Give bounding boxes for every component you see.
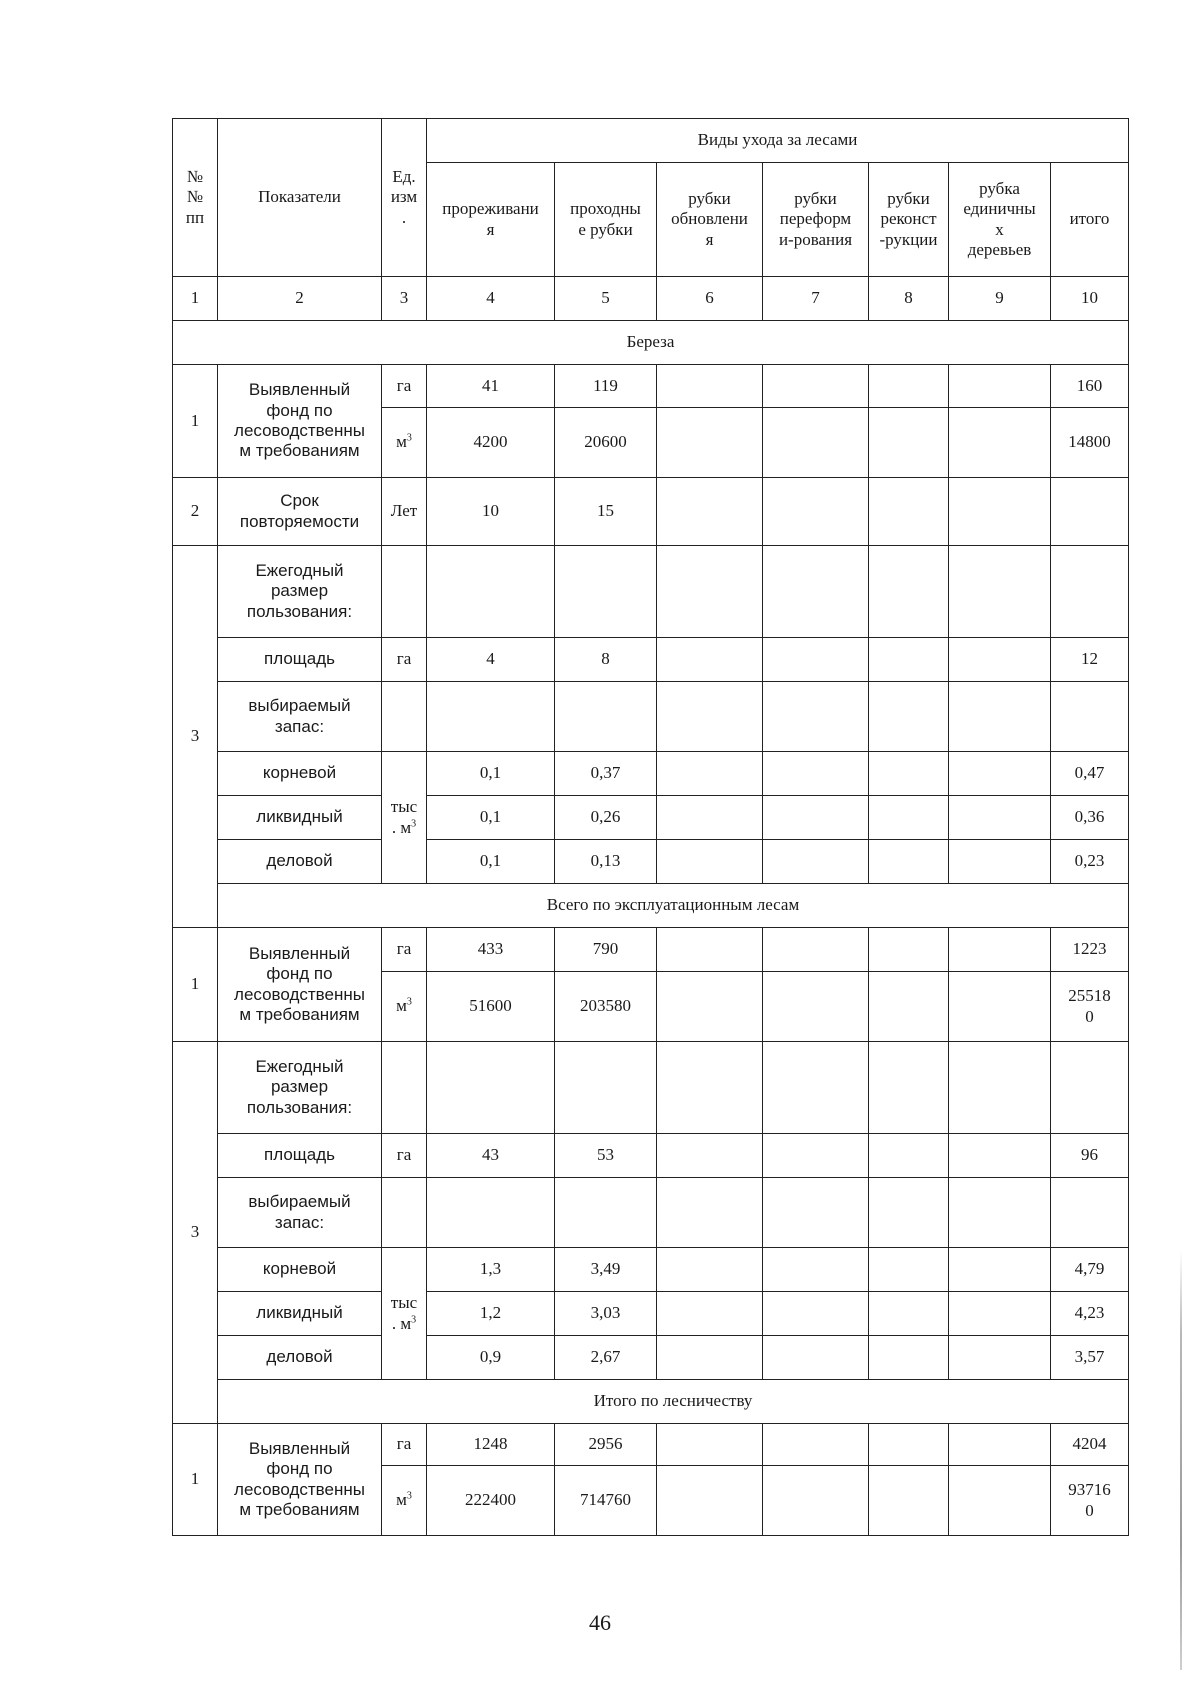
value-cell: 0,26 [555,796,657,840]
label-business: деловой [218,1336,382,1380]
header-col-renewal: рубки обновлени я [657,163,763,277]
value-cell: 4 [427,638,555,682]
forest-care-table [172,118,1129,1536]
value-cell: 0,9 [427,1336,555,1380]
header-indicators: Показатели [218,119,382,277]
unit-ha: га [382,928,427,972]
value-cell: 714760 [555,1466,657,1536]
unit-m3: $м^3$ [382,408,427,478]
label-annual-usage: Ежегодный размер пользования: [218,1042,382,1134]
label-stock: выбираемый запас: [218,1178,382,1248]
value-cell: 3,03 [555,1292,657,1336]
col-number: 5 [555,277,657,321]
value-cell: 4200 [427,408,555,478]
page-number: 46 [589,1610,611,1635]
value-total: 160 [1051,365,1129,408]
value-cell: 0,37 [555,752,657,796]
value-total: 14800 [1051,408,1129,478]
value-cell: 53 [555,1134,657,1178]
header-col-single-trees: рубка единичны х деревьев [949,163,1051,277]
value-cell: 790 [555,928,657,972]
col-number: 3 [382,277,427,321]
row-number: 1 [173,1424,218,1536]
value-cell: 2956 [555,1424,657,1466]
label-area: площадь [218,1134,382,1178]
label-identified-fund: Выявленный фонд по лесоводственны м требованиям [218,1424,382,1536]
value-total: 0,47 [1051,752,1129,796]
value-total: 12 [1051,638,1129,682]
col-number: 10 [1051,277,1129,321]
value-cell: 43 [427,1134,555,1178]
col-number: 4 [427,277,555,321]
value-total: 0,23 [1051,840,1129,884]
unit-m3: $м^3$ [382,972,427,1042]
value-cell: 0,13 [555,840,657,884]
unit-ha: га [382,1134,427,1178]
label-period: Срок повторяемости [218,478,382,546]
col-number: 2 [218,277,382,321]
label-annual-usage: Ежегодный размер пользования: [218,546,382,638]
value-total: 1223 [1051,928,1129,972]
unit-thousand-m3: тыс . $м^3$ [382,1248,427,1380]
unit-m3: $м^3$ [382,1466,427,1536]
scan-edge-line [1180,1250,1182,1670]
value-cell: 3,49 [555,1248,657,1292]
col-number: 1 [173,277,218,321]
value-cell: 433 [427,928,555,972]
value-cell: 2,67 [555,1336,657,1380]
label-stock: выбираемый запас: [218,682,382,752]
col-number: 7 [763,277,869,321]
value-cell: 20600 [555,408,657,478]
unit-ha: га [382,1424,427,1466]
unit-thousand-m3: тыс . $м^3$ [382,752,427,884]
row-number: 1 [173,928,218,1042]
label-root: корневой [218,752,382,796]
label-identified-fund: Выявленный фонд по лесоводственны м требованиям [218,928,382,1042]
value-cell: 10 [427,478,555,546]
value-cell: 203580 [555,972,657,1042]
unit-ha: га [382,638,427,682]
header-col-thinning: прореживани я [427,163,555,277]
value-total: 93716 0 [1051,1466,1129,1536]
value-cell: 51600 [427,972,555,1042]
value-cell: 0,1 [427,796,555,840]
value-cell: 0,1 [427,840,555,884]
label-business: деловой [218,840,382,884]
value-cell: 1248 [427,1424,555,1466]
label-area: площадь [218,638,382,682]
value-total: 25518 0 [1051,972,1129,1042]
row-number: 2 [173,478,218,546]
col-number: 6 [657,277,763,321]
value-cell: 119 [555,365,657,408]
col-number: 8 [869,277,949,321]
value-cell: 41 [427,365,555,408]
value-total: 96 [1051,1134,1129,1178]
unit-years: Лет [382,478,427,546]
section-title-forestry-total: Итого по лесничеству [218,1380,1129,1424]
row-number: 3 [173,546,218,928]
header-col-reforming: рубки переформ и-рования [763,163,869,277]
header-col-total: итого [1051,163,1129,277]
header-row-number: № № пп [173,119,218,277]
row-number: 3 [173,1042,218,1424]
value-total: 0,36 [1051,796,1129,840]
value-cell: 15 [555,478,657,546]
value-cell: 1,3 [427,1248,555,1292]
value-cell: 222400 [427,1466,555,1536]
column-numbers-row [173,277,1129,321]
header-col-reconstruction: рубки реконст -рукции [869,163,949,277]
label-root: корневой [218,1248,382,1292]
label-identified-fund: Выявленный фонд по лесоводственны м требованиям [218,365,382,478]
section-title-exploitation: Всего по эксплуатационным лесам [218,884,1129,928]
value-cell: 8 [555,638,657,682]
header-care-types: Виды ухода за лесами [427,119,1129,163]
value-cell: 0,1 [427,752,555,796]
col-number: 9 [949,277,1051,321]
section-title-birch: Береза [173,321,1129,365]
header-unit: Ед. изм . [382,119,427,277]
value-total: 3,57 [1051,1336,1129,1380]
value-cell: 1,2 [427,1292,555,1336]
row-number: 1 [173,365,218,478]
header-col-passage: проходны е рубки [555,163,657,277]
label-liquid: ликвидный [218,1292,382,1336]
value-total: 4204 [1051,1424,1129,1466]
value-total: 4,79 [1051,1248,1129,1292]
value-total: 4,23 [1051,1292,1129,1336]
label-liquid: ликвидный [218,796,382,840]
unit-ha: га [382,365,427,408]
